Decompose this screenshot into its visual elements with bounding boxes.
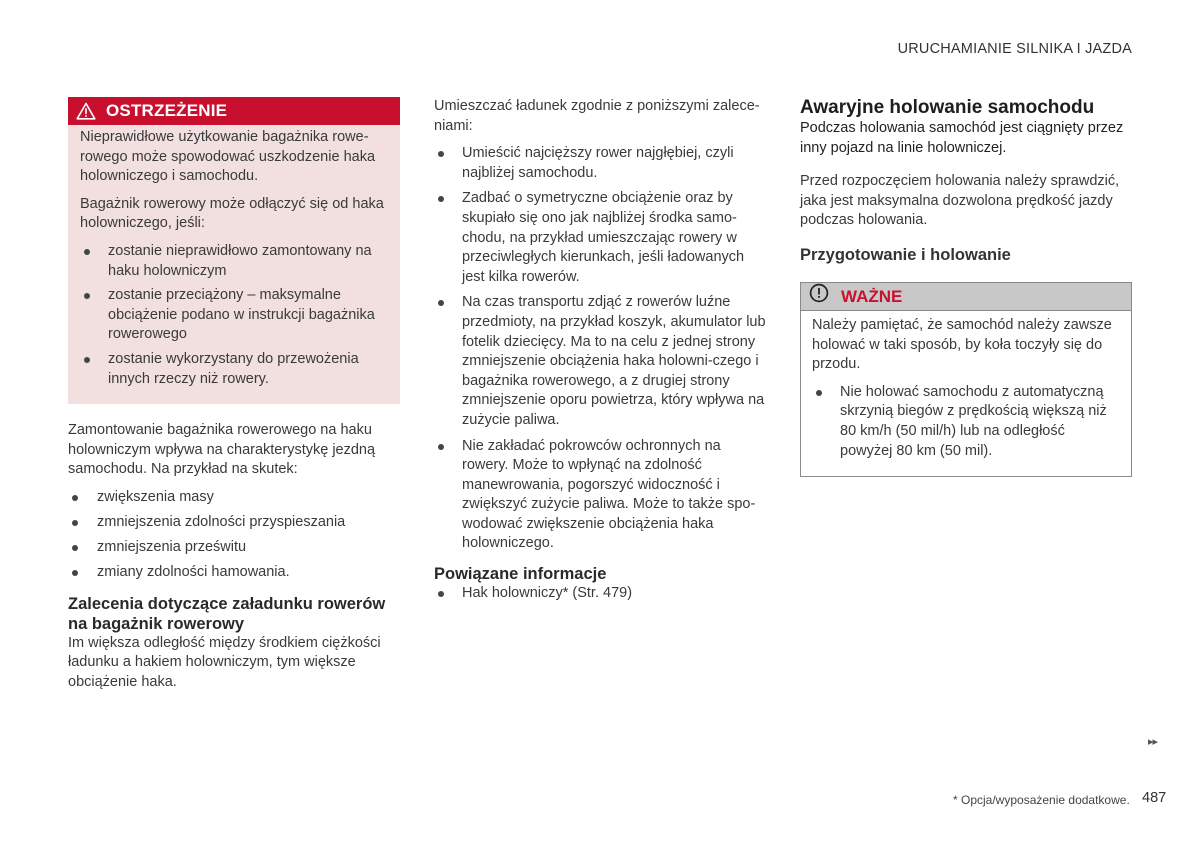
- body-paragraph: Przed rozpoczęciem holowania należy sprawdzić, jaka jest maksymalna dozwolona prędkość jazdy podczas holowania.: [800, 173, 1120, 229]
- warning-triangle-icon: [76, 102, 96, 120]
- warning-header: [68, 97, 400, 125]
- footnote: * Opcja/wyposażenie dodatkowe.: [953, 793, 1130, 807]
- list-item: zostanie przeciążony – maksymalne obciążenie podano w instrukcji bagażnika rowerowego: [80, 286, 388, 345]
- warning-paragraph: Nieprawidłowe użytkowanie bagażnika rowe-rowego może spowodować uszkodzenie haka holowniczego i samochodu.: [80, 129, 376, 185]
- subsection-heading: Przygotowanie i holowanie: [800, 245, 1011, 264]
- important-title: WAŻNE: [841, 286, 903, 306]
- list-item: Umieścić najcięższy rower najgłębiej, czyli najbliżej samochodu.: [434, 144, 767, 183]
- list-item: Nie holować samochodu z automatyczną skrzynią biegów z prędkością większą niż 80 km/h (50 mil/h) lub na odległość powyżej 80 km (50 mil).: [812, 383, 1120, 461]
- column-middle: [434, 97, 767, 609]
- list-item: Na czas transportu zdjąć z rowerów luźne przedmioty, na przykład koszyk, akumulator lub fotelik dziecięcy. Ma to na celu z jednej strony zmniejszenie obciążenia haka holowni-czego i bagażnika rowerowego, a z drugiej strony zmniejszenie oporu powietrza, który wpływa na zużycie paliwa.: [434, 293, 767, 430]
- effects-list: [68, 488, 401, 583]
- important-body: [801, 311, 1131, 476]
- related-link[interactable]: Hak holowniczy* (Str. 479): [434, 584, 767, 604]
- continue-arrows-icon: ▸▸: [1148, 736, 1158, 748]
- warning-list: [80, 242, 388, 389]
- body-paragraph: Zamontowanie bagażnika rowerowego na haku holowniczym wpływa na charakterystykę jezdną samochodu. Na przykład na skutek:: [68, 422, 376, 478]
- body-paragraph: Umieszczać ładunek zgodnie z poniższymi zalece-niami:: [434, 98, 760, 134]
- warning-title: OSTRZEŻENIE: [106, 101, 228, 121]
- section-title: URUCHAMIANIE SILNIKA I JAZDA: [897, 41, 1132, 57]
- warning-box: [68, 97, 400, 404]
- lead-paragraph: Podczas holowania samochód jest ciągnięty przez inny pojazd na linie holowniczej.: [800, 120, 1124, 156]
- list-item: zostanie nieprawidłowo zamontowany na haku holowniczym: [80, 242, 388, 281]
- important-box: [800, 282, 1132, 477]
- warning-paragraph: Bagażnik rowerowy może odłączyć się od haka holowniczego, jeśli:: [80, 195, 384, 232]
- loading-list: [434, 144, 767, 554]
- important-header: [801, 283, 1131, 311]
- list-item: Zadbać o symetryczne obciążenie oraz by skupiało się ono jak najbliżej środka samo-chodu, na przykład umieszczając rowery w przeciwległych kierunkach, jeśli ładowanych jest kilka rowerów.: [434, 189, 767, 287]
- list-item: zmiany zdolności hamowania.: [68, 563, 401, 583]
- page-title: Awaryjne holowanie samochodu: [800, 97, 1095, 118]
- list-item: zmniejszenia zdolności przyspieszania: [68, 513, 401, 533]
- related-heading: Powiązane informacje: [434, 565, 607, 584]
- column-right: [800, 97, 1132, 477]
- related-list: [434, 584, 767, 604]
- exclamation-circle-icon: [809, 283, 829, 310]
- list-item: zwiększenia masy: [68, 488, 401, 508]
- important-paragraph: Należy pamiętać, że samochód należy zawsze holować w taki sposób, by koła toczyły się do przodu.: [812, 316, 1112, 373]
- list-item: Nie zakładać pokrowców ochronnych na rowery. Może to wpłynąć na zdolność manewrowania, pogorszyć widoczność i zwiększyć zużycie paliwa. Może to także spo-wodować zwiększenie obciążenia haka holowniczego.: [434, 437, 767, 555]
- warning-body: [68, 125, 400, 389]
- body-paragraph: Im większa odległość między środkiem ciężkości ładunku a hakiem holowniczym, tym większe obciążenie haka.: [68, 634, 381, 690]
- column-left: [68, 97, 401, 701]
- list-item: zmniejszenia prześwitu: [68, 538, 401, 558]
- section-heading: Zalecenia dotyczące załadunku rowerów na bagażnik rowerowy: [68, 594, 386, 633]
- list-item: zostanie wykorzystany do przewożenia innych rzeczy niż rowery.: [80, 350, 388, 389]
- page-number: 487: [1142, 790, 1167, 806]
- important-list: [812, 383, 1120, 461]
